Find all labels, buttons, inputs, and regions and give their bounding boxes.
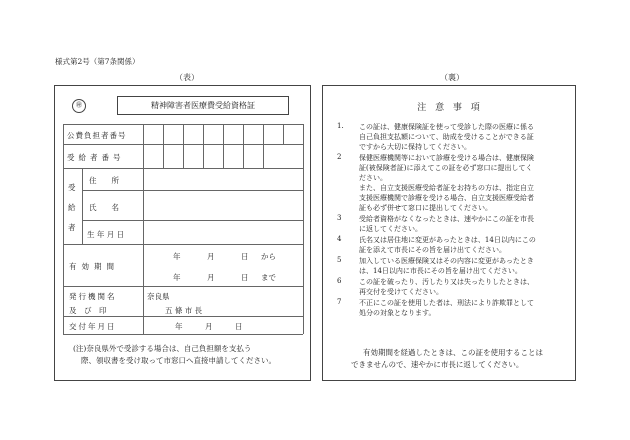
footnote-line-2: 際、領収書を受け取って市窓口へ直接申請してください。 bbox=[81, 356, 276, 365]
valid-to-month: 月 bbox=[207, 273, 215, 282]
note-line: また、自立支援医療受給者証をお持ちの方は、指定自立 bbox=[359, 184, 534, 192]
issuer-prefecture: 奈良県 bbox=[147, 292, 170, 301]
secret-stamp-icon: ㊙ bbox=[72, 99, 86, 113]
closing-line-2: できませんので、速やかに市長に返してください。 bbox=[351, 360, 524, 369]
note-line: 処分の対象となります。 bbox=[359, 309, 436, 317]
note-item bbox=[337, 277, 573, 297]
note-number: 4 bbox=[337, 235, 342, 243]
back-side-panel bbox=[322, 85, 576, 381]
valid-period-label: 有効期間 bbox=[69, 262, 119, 271]
note-number: 5 bbox=[337, 256, 342, 264]
note-line: 再交付を受けてください。 bbox=[359, 288, 443, 296]
valid-from-suffix: から bbox=[261, 252, 276, 261]
form-number: 様式第2号（第7条関係） bbox=[55, 57, 140, 66]
certificate-title: 精神障害者医療費受給資格証 bbox=[117, 96, 289, 115]
note-line: 保健医療機関等において診療を受ける場合は、健康保険 bbox=[359, 154, 534, 162]
note-item bbox=[337, 153, 573, 213]
note-item bbox=[337, 298, 573, 318]
notes-list bbox=[337, 122, 573, 319]
note-line: ですから大切に保持してください。 bbox=[359, 143, 471, 151]
back-side-label: （裏） bbox=[440, 73, 464, 82]
recipient-group-label-1: 受 bbox=[68, 183, 76, 192]
note-item bbox=[337, 256, 573, 276]
valid-to-year: 年 bbox=[173, 273, 181, 282]
note-item bbox=[337, 122, 573, 152]
note-line: 不正にこの証を使用した者は、刑法により詐欺罪として bbox=[359, 299, 534, 307]
note-number: 7 bbox=[337, 298, 342, 306]
recipient-number-label: 受給者番号 bbox=[67, 153, 125, 162]
birth-date-label: 生 年 月 日 bbox=[87, 230, 125, 239]
address-label: 住 所 bbox=[89, 176, 119, 185]
note-line: 証(被保険者証)に添えてこの証を必ず窓口に提出してく bbox=[359, 164, 533, 172]
payer-number-label: 公費負担者番号 bbox=[67, 131, 127, 140]
note-line: 自己負担支払額について、助成を受けることができる証 bbox=[359, 133, 534, 141]
issue-day: 日 bbox=[235, 322, 243, 331]
issuer-mayor: 五 條 市 長 bbox=[165, 306, 203, 315]
issue-date-label: 交付年月日 bbox=[69, 322, 117, 331]
note-line: は、14日以内に市長にその旨を届け出てください。 bbox=[359, 267, 522, 275]
front-side-panel bbox=[54, 85, 311, 381]
name-label: 氏 名 bbox=[89, 203, 119, 212]
note-line: 証を添えて市長にその旨を届け出てください。 bbox=[359, 246, 506, 254]
note-line: この証は、健康保険証を使って受診した際の医療に係る bbox=[359, 123, 534, 131]
note-item bbox=[337, 235, 573, 255]
closing-line-1: 有効期間を経過したときは、この証を使用することは bbox=[363, 348, 543, 357]
valid-to-suffix: まで bbox=[261, 273, 276, 282]
note-number: 3 bbox=[337, 214, 342, 222]
note-line: に返してください。 bbox=[359, 225, 422, 233]
front-side-label: （表） bbox=[175, 73, 199, 82]
issue-year: 年 bbox=[175, 322, 183, 331]
valid-from-year: 年 bbox=[173, 252, 181, 261]
note-number: 6 bbox=[337, 277, 342, 285]
note-line: 証も必ず併せて窓口に提出してください。 bbox=[359, 204, 492, 212]
note-number: 1. bbox=[337, 122, 344, 130]
recipient-group-label-2: 給 bbox=[68, 203, 76, 212]
note-line: ださい。 bbox=[359, 174, 387, 182]
issue-month: 月 bbox=[205, 322, 213, 331]
issuer-label-2: 及 び 印 bbox=[69, 306, 107, 315]
valid-from-day: 日 bbox=[241, 252, 249, 261]
notes-title: 注 意 事 項 bbox=[417, 103, 483, 113]
footnote-line-1: (注)奈良県外で受診する場合は、自己負担額を支払う bbox=[73, 344, 252, 353]
note-line: 支援医療機関で診療を受ける場合、自立支援医療受給者 bbox=[359, 194, 534, 202]
note-item bbox=[337, 214, 573, 234]
note-line: この証を破ったり、汚したり又は失ったりしたときは、 bbox=[359, 278, 534, 286]
valid-to-day: 日 bbox=[241, 273, 249, 282]
note-line: 加入している医療保険又はその内容に変更があったとき bbox=[359, 257, 534, 265]
valid-from-month: 月 bbox=[207, 252, 215, 261]
note-number: 2 bbox=[337, 153, 342, 161]
recipient-group-label-3: 者 bbox=[68, 223, 76, 232]
note-line: 受給者資格がなくなったときは、速やかにこの証を市長 bbox=[359, 215, 534, 223]
note-line: 氏名又は居住地に変更があったときは、14日以内にこの bbox=[359, 236, 536, 244]
issuer-label-1: 発行機関名 bbox=[69, 292, 117, 301]
